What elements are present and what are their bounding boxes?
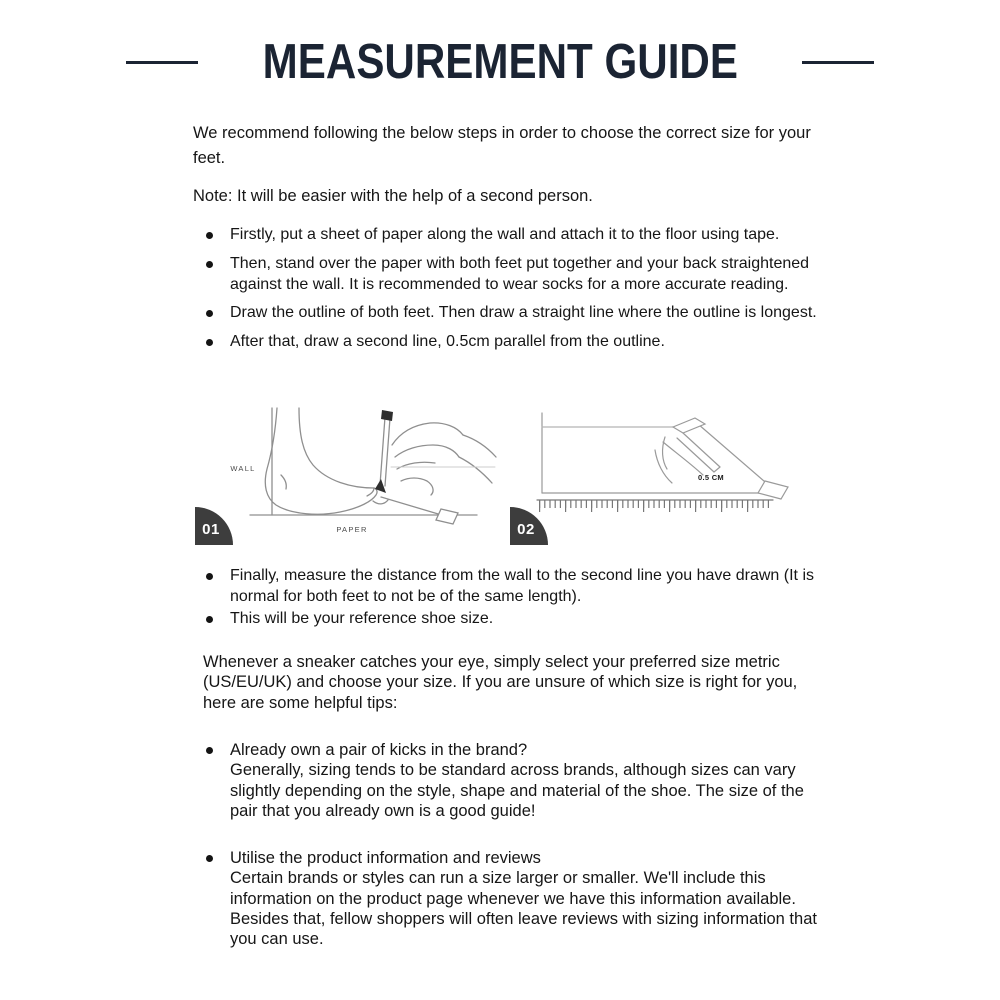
- intro-block: [193, 121, 821, 222]
- hand-curve-1: [663, 437, 667, 469]
- instep-line: [299, 408, 374, 488]
- tip-2-heading: Utilise the product information and reviews: [230, 849, 541, 868]
- diagram-measure-foot-illustration: [195, 405, 500, 548]
- drawn-second-line: [663, 442, 703, 475]
- steps-list-before-diagrams: [199, 225, 824, 361]
- step-item-4: After that, draw a second line, 0.5cm parallel from the outline.: [199, 332, 824, 353]
- step-item-3: Draw the outline of both feet. Then draw a straight line where the outline is longest.: [199, 303, 824, 324]
- foot-outline: [265, 408, 377, 514]
- title-right-dash: [802, 61, 874, 64]
- mark-arrow-curve: [373, 500, 388, 504]
- pencil-eraser: [381, 410, 393, 421]
- sizing-paragraph: Whenever a sneaker catches your eye, simply select your preferred size metric (US/EU/UK) and choose your size. If you are unsure of which size is right for you, here are some helpful tips:: [203, 653, 798, 712]
- ankle-detail: [281, 475, 286, 489]
- tape-corner: [758, 481, 788, 499]
- steps-list-after-diagrams: [199, 566, 824, 630]
- tip-item-1: [199, 740, 821, 821]
- step-item-2: Then, stand over the paper with both feet put together and your back straightened against the wall. It is recommended to wear socks for a more accurate reading.: [199, 254, 824, 296]
- step-item-1: Firstly, put a sheet of paper along the wall and attach it to the floor using tape.: [199, 225, 824, 246]
- tip-1-body: Generally, sizing tends to be standard across brands, although sizes can vary slightly depending on the style, shape and material of the shoe. The size of the pair that you already own is a good guide!: [230, 761, 804, 820]
- hand-thumb: [401, 478, 433, 495]
- page-title: MEASUREMENT GUIDE: [262, 35, 738, 89]
- diagram-second-line-illustration: [515, 405, 830, 548]
- intro-text: We recommend following the below steps in order to choose the correct size for your feet.: [193, 124, 811, 167]
- tip-2-body: Certain brands or styles can run a size larger or smaller. We'll include this information on the product page whenever we have this information available. Besides that, fellow shoppers will often leave reviews with sizing information that you can use.: [230, 869, 817, 949]
- tips-list: [199, 740, 821, 977]
- wall-label: WALL: [230, 464, 256, 473]
- step-item-5: Finally, measure the distance from the wall to the second line you have drawn (It is normal for both feet to not be of the same length).: [199, 566, 824, 608]
- intro-note: Note: It will be easier with the help of a second person.: [193, 187, 593, 205]
- wrist-line-1: [463, 435, 496, 457]
- tip-1-heading: Already own a pair of kicks in the brand?: [230, 741, 528, 759]
- paper-label: PAPER: [336, 525, 368, 534]
- hand-curve-2: [655, 450, 672, 483]
- page-header: [0, 34, 1000, 90]
- step-badge-01-number: 01: [202, 520, 220, 538]
- hand-finger-3: [397, 462, 435, 469]
- toe-detail: [367, 488, 374, 496]
- pencil-top: [673, 418, 705, 433]
- tip-item-2: [199, 848, 821, 949]
- tape-corner: [436, 509, 458, 524]
- hand-finger-2: [395, 445, 459, 457]
- hand-finger-1: [392, 423, 463, 445]
- step-item-6: This will be your reference shoe size.: [199, 609, 824, 630]
- title-left-dash: [126, 61, 198, 64]
- wrist-line-2: [459, 457, 492, 483]
- step-badge-02-number: 02: [517, 520, 535, 538]
- offset-measure-label: 0.5 CM: [698, 473, 724, 482]
